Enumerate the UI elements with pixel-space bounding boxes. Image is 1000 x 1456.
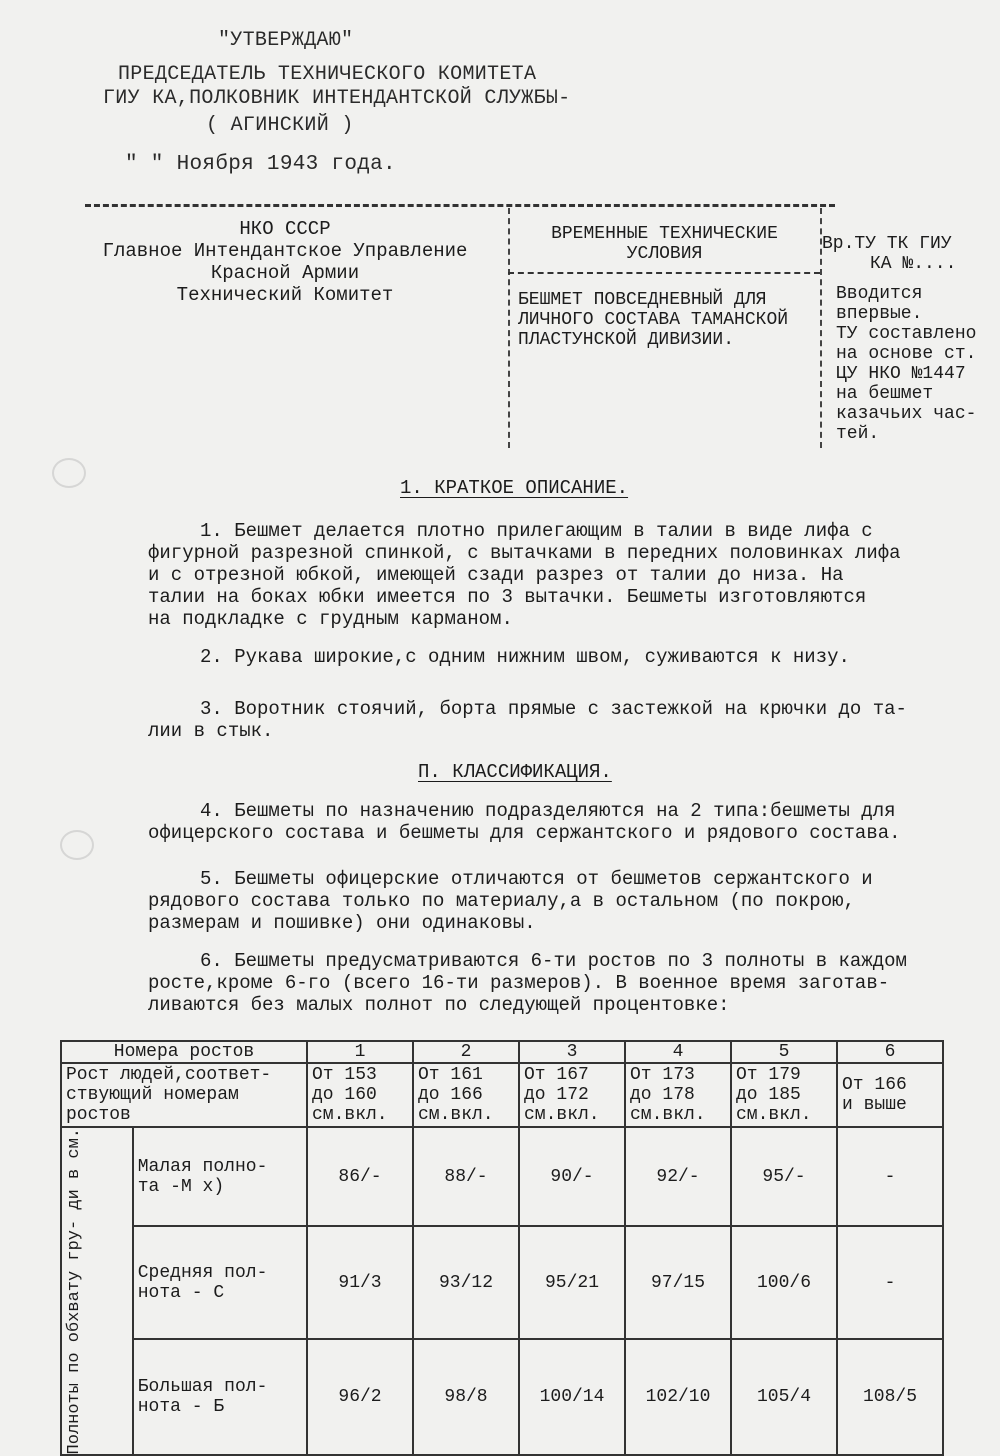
subject-line-1: БЕШМЕТ ПОВСЕДНЕВНЫЙ ДЛЯ bbox=[518, 290, 767, 310]
para-5-line-1: 5. Бешметы офицерские отличаются от бешметов сержантского и bbox=[200, 868, 873, 890]
table-cell: 102/10 bbox=[625, 1339, 731, 1455]
note-line-7: казачьих час- bbox=[836, 404, 977, 424]
approver-name: ( АГИНСКИЙ ) bbox=[206, 114, 354, 137]
row-label-line-1: Малая полно- bbox=[137, 1156, 268, 1177]
table-cell: 91/3 bbox=[307, 1226, 413, 1339]
height-range-1 bbox=[307, 1063, 413, 1127]
issuing-organization bbox=[60, 218, 510, 306]
org-line-1: НКО СССР bbox=[239, 218, 331, 240]
heights-label-line-3: ростов bbox=[66, 1105, 131, 1125]
note-line-8: тей. bbox=[836, 424, 880, 444]
subject-line-2: ЛИЧНОГО СОСТАВА ТАМАНСКОЙ bbox=[518, 310, 789, 330]
height-range-4 bbox=[625, 1063, 731, 1127]
doc-type-line-1: ВРЕМЕННЫЕ ТЕХНИЧЕСКИЕ bbox=[551, 224, 778, 244]
org-line-2: Главное Интендантское Управление bbox=[102, 240, 468, 262]
table-cell: 108/5 bbox=[837, 1339, 943, 1455]
para-1-line-4: талии на боках юбки имеется по 3 вытачки. Бешметы изготовляются bbox=[148, 586, 867, 608]
table-cell: 100/14 bbox=[519, 1339, 625, 1455]
girth-side-label-cell bbox=[61, 1127, 133, 1455]
para-3-line-1: 3. Воротник стоячий, борта прямые с застежкой на крючки до та- bbox=[200, 698, 907, 720]
table-cell: 96/2 bbox=[307, 1339, 413, 1455]
note-line-1: Вводится bbox=[836, 284, 923, 304]
document-subject bbox=[518, 290, 788, 350]
para-4-line-2: офицерского состава и бешметы для сержантского и рядового состава. bbox=[148, 822, 901, 844]
height-range-5 bbox=[731, 1063, 837, 1127]
approve-stamp: "УТВЕРЖДАЮ" bbox=[218, 29, 354, 52]
heights-label bbox=[61, 1063, 307, 1127]
faded-stamp-mark-2 bbox=[60, 830, 94, 860]
height-number-5: 5 bbox=[731, 1041, 837, 1063]
para-6-line-2: росте,кроме 6-го (всего 16-ти размеров). В военное время заготав- bbox=[148, 972, 890, 994]
table-row bbox=[61, 1226, 943, 1339]
height-range-to: до 172 bbox=[524, 1085, 589, 1105]
table-cell: 88/- bbox=[413, 1127, 519, 1226]
table-cell: - bbox=[837, 1226, 943, 1339]
faded-stamp-mark bbox=[52, 458, 86, 488]
header-mid-rule bbox=[508, 272, 820, 274]
table-cell: 98/8 bbox=[413, 1339, 519, 1455]
height-number-3: 3 bbox=[519, 1041, 625, 1063]
table-cell: 100/6 bbox=[731, 1226, 837, 1339]
height-number-2: 2 bbox=[413, 1041, 519, 1063]
size-distribution-table bbox=[60, 1040, 944, 1456]
para-4-line-1: 4. Бешметы по назначению подразделяются на 2 типа:бешметы для bbox=[200, 800, 896, 822]
height-range-unit: см.вкл. bbox=[524, 1105, 600, 1125]
doc-type-line-2: УСЛОВИЯ bbox=[626, 244, 703, 264]
para-1-line-5: на подкладке с грудным карманом. bbox=[148, 608, 513, 630]
girth-side-label: Полноты по обхвату гру- ди в см. bbox=[65, 1128, 84, 1455]
table-cell: 105/4 bbox=[731, 1339, 837, 1455]
row-label-line-2: та -М х) bbox=[137, 1176, 225, 1197]
note-line-6: на бешмет bbox=[836, 384, 934, 404]
table-cell: 86/- bbox=[307, 1127, 413, 1226]
table-cell: - bbox=[837, 1127, 943, 1226]
table-cell: 95/21 bbox=[519, 1226, 625, 1339]
para-5-line-3: размерам и пошивке) они одинаковы. bbox=[148, 912, 536, 934]
para-5-line-2: рядового состава только по материалу,а в остальном (по покрою, bbox=[148, 890, 855, 912]
heights-label-line-2: ствующий номерам bbox=[66, 1085, 239, 1105]
row-label-large bbox=[133, 1339, 307, 1455]
document-type bbox=[512, 224, 817, 264]
height-range-from: От 173 bbox=[630, 1065, 695, 1085]
section-1-heading: 1. КРАТКОЕ ОПИСАНИЕ. bbox=[400, 477, 629, 499]
approver-title-line1: ПРЕДСЕДАТЕЛЬ ТЕХНИЧЕСКОГО КОМИТЕТА bbox=[118, 63, 537, 86]
note-line-3: ТУ составлено bbox=[836, 324, 977, 344]
ref-line-1: Вр.ТУ ТК ГИУ bbox=[822, 234, 952, 254]
org-line-4: Технический Комитет bbox=[176, 284, 394, 306]
height-range-from: От 167 bbox=[524, 1065, 589, 1085]
approval-date: " " Ноября 1943 года. bbox=[125, 153, 396, 176]
ref-line-2: КА №.... bbox=[870, 254, 957, 274]
height-range-from: От 179 bbox=[736, 1065, 801, 1085]
height-range-6 bbox=[837, 1063, 943, 1127]
table-cell: 93/12 bbox=[413, 1226, 519, 1339]
height-range-from: От 161 bbox=[418, 1065, 483, 1085]
height-number-4: 4 bbox=[625, 1041, 731, 1063]
row-label-line-2: нота - С bbox=[137, 1282, 225, 1303]
para-6-line-1: 6. Бешметы предусматриваются 6-ти ростов по 3 полноты в каждом bbox=[200, 950, 907, 972]
note-line-4: на основе ст. bbox=[836, 344, 977, 364]
para-6-line-3: ливаются без малых полнот по следующей процентовке: bbox=[148, 994, 730, 1016]
document-reference bbox=[822, 234, 956, 274]
para-2: 2. Рукава широкие,с одним нижним швом, суживаются к низу. bbox=[200, 646, 850, 668]
height-range-to: до 185 bbox=[736, 1085, 801, 1105]
table-heights-row bbox=[61, 1063, 943, 1127]
table-header-row bbox=[61, 1041, 943, 1063]
row-label-line-1: Средняя пол- bbox=[137, 1262, 268, 1283]
height-number-6: 6 bbox=[837, 1041, 943, 1063]
height-range-to: до 178 bbox=[630, 1085, 695, 1105]
header-top-rule bbox=[85, 204, 835, 207]
row-label-small bbox=[133, 1127, 307, 1226]
height-range-from: От 153 bbox=[312, 1065, 377, 1085]
section-2-heading: П. КЛАССИФИКАЦИЯ. bbox=[418, 761, 612, 783]
height-range-from: От 166 bbox=[842, 1075, 907, 1095]
height-range-unit: см.вкл. bbox=[736, 1105, 812, 1125]
row-label-medium bbox=[133, 1226, 307, 1339]
height-number-1: 1 bbox=[307, 1041, 413, 1063]
para-1-line-1: 1. Бешмет делается плотно прилегающим в талии в виде лифа с bbox=[200, 520, 873, 542]
height-range-3 bbox=[519, 1063, 625, 1127]
row-label-line-1: Большая пол- bbox=[137, 1377, 268, 1398]
subject-line-3: ПЛАСТУНСКОЙ ДИВИЗИИ. bbox=[518, 330, 735, 350]
height-range-unit: см.вкл. bbox=[630, 1105, 706, 1125]
height-range-unit: см.вкл. bbox=[312, 1105, 388, 1125]
table-cell: 97/15 bbox=[625, 1226, 731, 1339]
para-1-line-2: фигурной разрезной спинкой, с вытачками в передних половинках лифа bbox=[148, 542, 901, 564]
table-cell: 90/- bbox=[519, 1127, 625, 1226]
heights-label-line-1: Рост людей,соответ- bbox=[66, 1065, 272, 1085]
org-line-3: Красной Армии bbox=[210, 262, 360, 284]
height-range-to: и выше bbox=[842, 1095, 907, 1115]
row-label-line-2: нота - Б bbox=[137, 1397, 225, 1418]
height-range-to: до 160 bbox=[312, 1085, 377, 1105]
height-range-to: до 166 bbox=[418, 1085, 483, 1105]
height-range-2 bbox=[413, 1063, 519, 1127]
table-row bbox=[61, 1127, 943, 1226]
para-1-line-3: и с отрезной юбкой, имеющей сзади разрез от талии до низа. На bbox=[148, 564, 844, 586]
document-note bbox=[836, 284, 976, 444]
table-cell: 95/- bbox=[731, 1127, 837, 1226]
note-line-5: ЦУ НКО №1447 bbox=[836, 364, 966, 384]
table-row bbox=[61, 1339, 943, 1455]
note-line-2: впервые. bbox=[836, 304, 923, 324]
para-3-line-2: лии в стык. bbox=[148, 720, 274, 742]
table-cell: 92/- bbox=[625, 1127, 731, 1226]
height-range-unit: см.вкл. bbox=[418, 1105, 494, 1125]
approver-title-line2: ГИУ КА,ПОЛКОВНИК ИНТЕНДАНТСКОЙ СЛУЖБЫ- bbox=[103, 87, 571, 110]
height-number-label: Номера ростов bbox=[61, 1041, 307, 1063]
